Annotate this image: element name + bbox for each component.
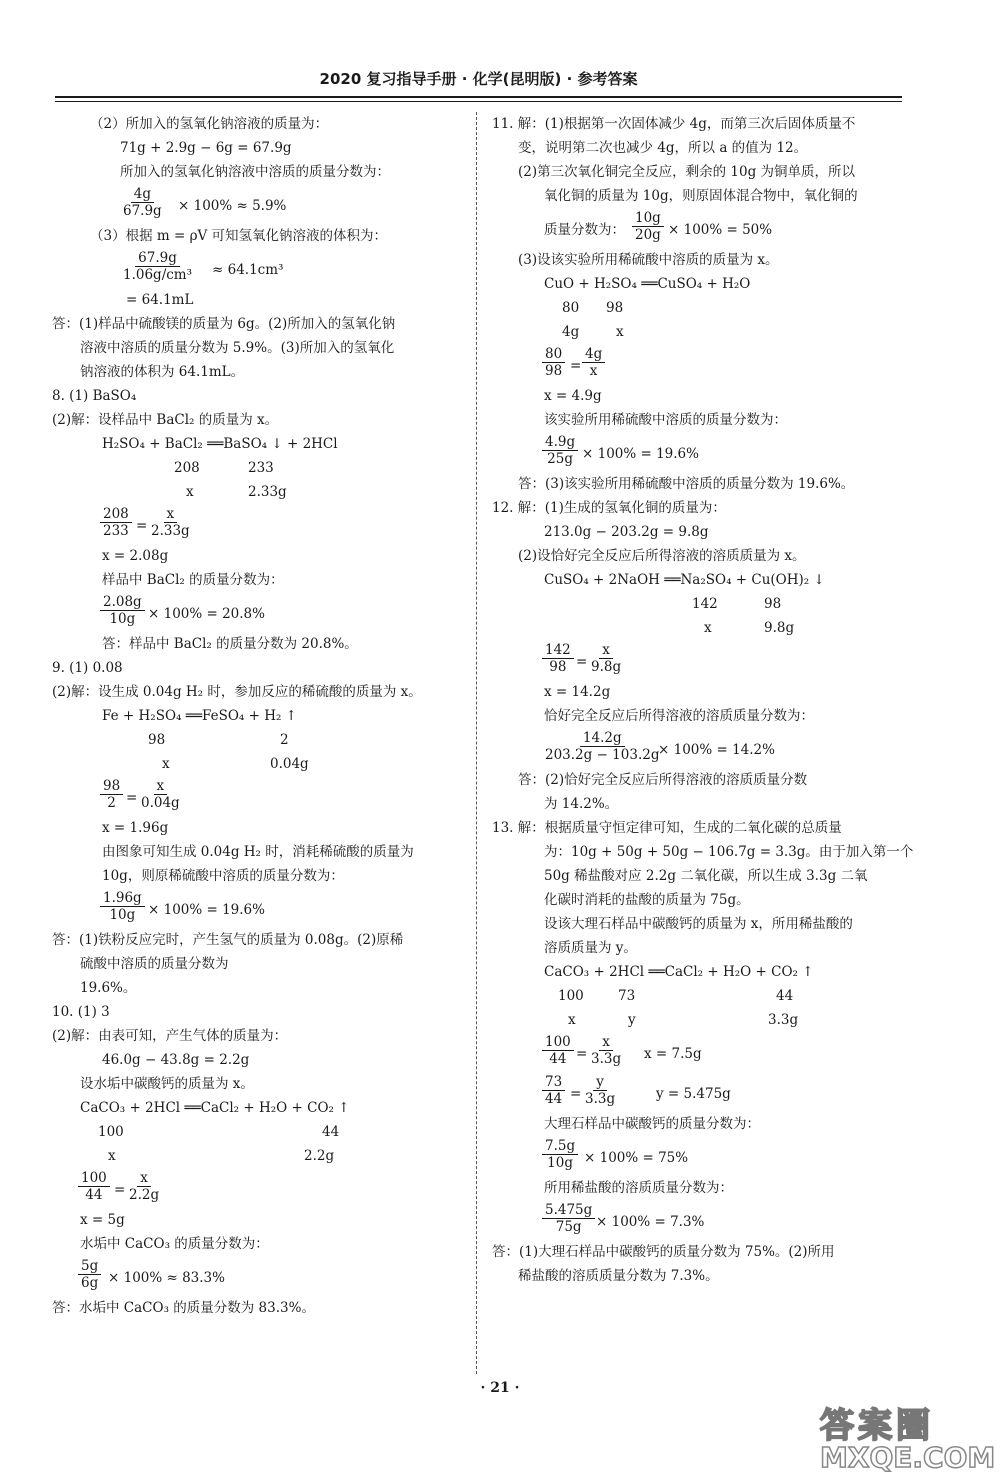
fraction-denominator: 67.9g [123,203,162,219]
text-line: (3)设该实验所用稀硫酸中溶质的质量为 x。 [518,252,779,268]
fraction-denominator: 2.2g [129,1187,160,1203]
fraction-denominator: 44 [85,1187,103,1203]
ratio-value: 2 [280,732,289,748]
ratio-value: x [186,484,194,500]
fraction-numerator: 80 [542,346,565,363]
fraction [126,1170,162,1203]
fraction-numerator: 5.475g [542,1202,595,1219]
ratio-value: 3.3g [768,1012,799,1028]
equals-sign: = [570,358,582,374]
text-line: (2)解：设样品中 BaCl₂ 的质量为 x。 [52,412,279,428]
answer-line: 答：(2)恰好完全反应后所得溶液的溶质质量分数 [518,772,808,788]
fraction-denominator: 44 [549,1051,567,1067]
fraction-line [52,248,470,288]
fraction [138,778,183,811]
text-line: x = 5g [80,1212,125,1228]
fraction-denominator: 3.3g [585,1091,616,1107]
fraction-numerator: 2.08g [100,594,145,611]
fraction-denominator: 203.2g − 103.2g [545,747,660,763]
answer-line: 答：样品中 BaCl₂ 的质量分数为 20.8%。 [102,636,358,652]
fraction [542,434,578,467]
answer-line: 溶液中溶质的质量分数为 5.9%。(3)所加入的氢氧化 [80,340,395,356]
answer-line: 答：(1)铁粉反应完时，产生氢气的质量为 0.08g。(2)原稀 [52,932,404,948]
fraction-denominator: 44 [545,1091,563,1107]
text-line: 样品中 BaCl₂ 的质量分数为： [102,572,284,588]
ratio-value: 233 [248,460,274,476]
question-number: 10. (1) 3 [52,1004,110,1020]
text-line: = 64.1mL [126,292,194,308]
fraction-numerator: 73 [542,1074,565,1091]
proportion-line [492,1032,902,1072]
fraction-numerator: 142 [542,642,574,659]
fraction [582,346,605,379]
text-line: 46.0g − 43.8g = 2.2g [102,1052,250,1068]
fraction-line [52,184,470,224]
fraction-denominator: 2 [107,795,116,811]
fraction [542,346,565,379]
fraction-line [492,1136,902,1176]
fraction-line [492,432,902,472]
fraction-denominator: 10g [109,907,136,923]
question-line: 12. 解：(1)生成的氢氧化铜的质量为： [492,500,726,516]
fraction-numerator: 10g [632,210,664,227]
ratio-row [52,728,470,752]
fraction [582,1074,618,1107]
fraction-numerator: 98 [100,778,123,795]
equals-sign: = [570,1086,582,1102]
fraction [632,210,664,243]
fraction [120,250,195,283]
answer-line: 硫酸中溶质的质量分数为 [80,956,229,972]
ratio-value: 80 [562,300,580,316]
ratio-row [492,1008,902,1032]
fraction-result: × 100% ≈ 83.3% [108,1270,225,1286]
fraction-numerator: 100 [78,1170,110,1187]
answer-line: 稀盐酸的溶质质量分数为 7.3%。 [518,1268,719,1284]
text-line: (2)解：设生成 0.04g H₂ 时，参加反应的稀硫酸的质量为 x。 [52,684,422,700]
fraction-line [52,592,470,632]
fraction [100,506,132,539]
fraction [148,506,193,539]
answer-line: 钠溶液的体积为 64.1mL。 [80,364,245,380]
fraction-denominator: 98 [549,659,567,675]
fraction-numerator: 208 [100,506,132,523]
fraction-denominator: 9.8g [591,659,622,675]
equation-line: CuSO₄ + 2NaOH ══Na₂SO₄ + Cu(OH)₂ ↓ [544,572,825,588]
text-line: x = 2.08g [102,548,169,564]
fraction-numerator: x [599,1034,613,1051]
fraction-result: × 100% = 19.6% [148,902,265,918]
text-line: 所用稀盐酸的溶质质量分数为： [544,1180,733,1196]
fraction-numerator: x [137,1170,151,1187]
ratio-row [52,752,470,776]
text-line: 水垢中 CaCO₃ 的质量分数为： [80,1236,269,1252]
fraction-result: × 100% = 14.2% [658,742,775,758]
answer-line: 19.6%。 [80,980,137,996]
question-line: 13. 解：根据质量守恒定律可知，生成的二氧化碳的总质量 [492,820,842,836]
fraction [100,890,145,923]
text-line: x = 1.96g [102,820,169,836]
fraction-numerator: x [154,778,168,795]
equals-sign: = [126,790,138,806]
watermark-logo-text: 答案圈 [820,1406,934,1446]
fraction [100,778,123,811]
proportion-line [492,1072,902,1112]
fraction-denominator: 20g [635,227,661,243]
fraction [542,730,662,763]
ratio-row [52,480,470,504]
fraction-numerator: 100 [542,1034,574,1051]
proportion-result: x = 7.5g [644,1046,702,1062]
text-line: 71g + 2.9g − 6g = 67.9g [120,140,292,156]
column-divider [476,112,477,1374]
text-line: 该实验所用稀硫酸中溶质的质量分数为： [544,412,787,428]
ratio-value: 98 [606,300,624,316]
fraction-numerator: 4g [131,186,154,203]
proportion-result: y = 5.475g [656,1086,731,1102]
ratio-value: 98 [148,732,166,748]
fraction-result: ≈ 64.1cm³ [212,262,284,278]
fraction-result: × 100% ≈ 5.9% [178,198,287,214]
ratio-value: 208 [174,460,200,476]
proportion-line [52,1168,470,1208]
equals-sign: = [114,1182,126,1198]
proportion-line [492,640,902,680]
fraction-result: × 100% = 75% [584,1150,689,1166]
ratio-value: 2.33g [248,484,287,500]
text-line: 变，说明第二次也减少 4g，所以 a 的值为 12。 [518,140,808,156]
ratio-value: x [108,1148,116,1164]
ratio-value: 2.2g [304,1148,335,1164]
ratio-value: 4g [562,324,580,340]
answer-line: 为 14.2%。 [544,796,619,812]
fraction-denominator: 25g [547,451,573,467]
text-line: 由图象可知生成 0.04g H₂ 时，消耗稀硫酸的质量为 [102,844,414,860]
fraction-denominator: 0.04g [141,795,180,811]
fraction [542,642,574,675]
ratio-value: 100 [98,1124,124,1140]
equals-sign: = [576,654,588,670]
ratio-row [52,1144,470,1168]
fraction [542,1138,578,1171]
fraction-denominator: 10g [109,611,136,627]
fraction-numerator: 14.2g [580,730,625,747]
ratio-row [52,456,470,480]
text-line: x = 14.2g [544,684,611,700]
ratio-row [492,296,902,320]
ratio-row [492,984,902,1008]
ratio-value: x [704,620,712,636]
fraction [588,642,624,675]
ratio-value: x [568,1012,576,1028]
ratio-value: x [616,324,624,340]
text-line: 化碳时消耗的盐酸的质量为 75g。 [544,892,750,908]
ratio-value: 142 [692,596,718,612]
right-column [492,112,914,1288]
answer-line: 答：水垢中 CaCO₃ 的质量分数为 83.3%。 [52,1300,315,1316]
fraction-line [492,208,902,248]
fraction [542,1202,595,1235]
answer-line: 答：(3)该实验所用稀硫酸中溶质的质量分数为 19.6%。 [518,476,855,492]
fraction-numerator: x [164,506,178,523]
proportion-line [492,344,902,384]
question-number: 9. (1) 0.08 [52,660,123,676]
text-line: （2）所加入的氢氧化钠溶液的质量为： [90,116,329,132]
left-column [52,112,470,1320]
ratio-value: x [162,756,170,772]
fraction-denominator: x [589,363,598,379]
fraction-result: × 100% = 20.8% [148,606,265,622]
text-line: (2)解：由表可知，产生气体的质量为： [52,1028,288,1044]
fraction-line [492,728,902,768]
text-line: 10g，则原稀硫酸中溶质的质量分数为： [102,868,344,884]
fraction-denominator: 10g [547,1155,573,1171]
text-line: 设该大理石样品中碳酸钙的质量为 x，所用稀盐酸的 [544,916,853,932]
answer-line: 答：(1)样品中硫酸镁的质量为 6g。(2)所加入的氢氧化钠 [52,316,396,332]
equation-line: H₂SO₄ + BaCl₂ ══BaSO₄ ↓ + 2HCl [102,436,338,452]
fraction-line [52,888,470,928]
equation-line: Fe + H₂SO₄ ══FeSO₄ + H₂ ↑ [102,708,297,724]
fraction-denominator: 233 [103,523,129,539]
fraction-result: × 100% = 50% [668,222,773,238]
ratio-row [492,616,902,640]
fraction-denominator: 98 [545,363,563,379]
answer-line: 答：(1)大理石样品中碳酸钙的质量分数为 75%。(2)所用 [492,1244,835,1260]
fraction-result: × 100% = 19.6% [582,446,699,462]
fraction [78,1170,110,1203]
fraction-numerator: y [593,1074,607,1091]
ratio-value: 73 [618,988,636,1004]
text-line: 设水垢中碳酸钙的质量为 x。 [80,1076,254,1092]
fraction-denominator: 2.33g [151,523,190,539]
text-line: (2)设恰好完全反应后所得溶液的溶质质量为 x。 [518,548,806,564]
fraction-numerator: x [599,642,613,659]
text-line: 大理石样品中碳酸钙的质量分数为： [544,1116,760,1132]
fraction-line [52,1256,470,1296]
text-line: 质量分数为： [544,222,625,238]
equals-sign: = [136,518,148,534]
text-line: 213.0g − 203.2g = 9.8g [544,524,709,540]
ratio-value: 98 [764,596,782,612]
fraction-denominator: 75g [555,1219,582,1235]
ratio-value: 0.04g [270,756,309,772]
equation-line: CaCO₃ + 2HCl ══CaCl₂ + H₂O + CO₂ ↑ [80,1100,350,1116]
fraction-denominator: 1.06g/cm³ [123,267,193,283]
text-line: 恰好完全反应后所得溶液的溶质质量分数为： [544,708,814,724]
fraction-denominator: 6g [81,1275,99,1291]
proportion-line [52,776,470,816]
fraction [542,1074,565,1107]
text-line: 为：10g + 50g + 50g − 106.7g = 3.3g。由于加入第一个 [544,844,914,860]
ratio-row [492,592,902,616]
text-line: (2)第三次氧化铜完全反应，剩余的 10g 为铜单质，所以 [518,164,856,180]
text-line: 氧化铜的质量为 10g，则原固体混合物中，氧化铜的 [544,188,858,204]
fraction [120,186,165,219]
ratio-value: 44 [776,988,794,1004]
question-number: 8. (1) BaSO₄ [52,388,137,404]
ratio-value: 44 [322,1124,340,1140]
ratio-value: 100 [558,988,584,1004]
text-line: x = 4.9g [544,388,602,404]
equals-sign: = [576,1046,588,1062]
text-line: 50g 稀盐酸对应 2.2g 二氧化碳，所以生成 3.3g 二氧 [544,868,868,884]
fraction [100,594,145,627]
page-number: · 21 · [480,1380,520,1396]
ratio-row [52,1120,470,1144]
text-line: 所加入的氢氧化钠溶液中溶质的质量分数为： [120,164,390,180]
equation-line: CaCO₃ + 2HCl ══CaCl₂ + H₂O + CO₂ ↑ [544,964,814,980]
header-rule-thin [55,101,902,102]
header-rule [55,96,902,98]
fraction-numerator: 4g [582,346,605,363]
text-line: 溶质质量为 y。 [544,940,637,956]
fraction-numerator: 5g [78,1258,101,1275]
ratio-value: 9.8g [764,620,795,636]
fraction [588,1034,624,1067]
proportion-line [52,504,470,544]
fraction-result: × 100% = 7.3% [596,1214,705,1230]
question-line: 11. 解：(1)根据第一次固体减少 4g，而第三次后固体质量不 [492,116,856,132]
fraction-denominator: 3.3g [591,1051,622,1067]
fraction-numerator: 4.9g [542,434,578,451]
page-header: 2020 复习指导手册 · 化学(昆明版) · 参考答案 [319,70,638,88]
watermark-site-text: MXQE.COM [820,1441,996,1474]
text-line: （3）根据 m = ρV 可知氢氧化钠溶液的体积为： [90,228,388,244]
fraction-line [492,1200,902,1240]
ratio-row [492,320,902,344]
equation-line: CuO + H₂SO₄ ══CuSO₄ + H₂O [544,276,751,292]
fraction-numerator: 1.96g [100,890,145,907]
ratio-value: y [628,1012,636,1028]
fraction [78,1258,101,1291]
fraction [542,1034,574,1067]
fraction-numerator: 7.5g [542,1138,578,1155]
watermark-logo [820,1398,996,1474]
fraction-numerator: 67.9g [135,250,180,267]
